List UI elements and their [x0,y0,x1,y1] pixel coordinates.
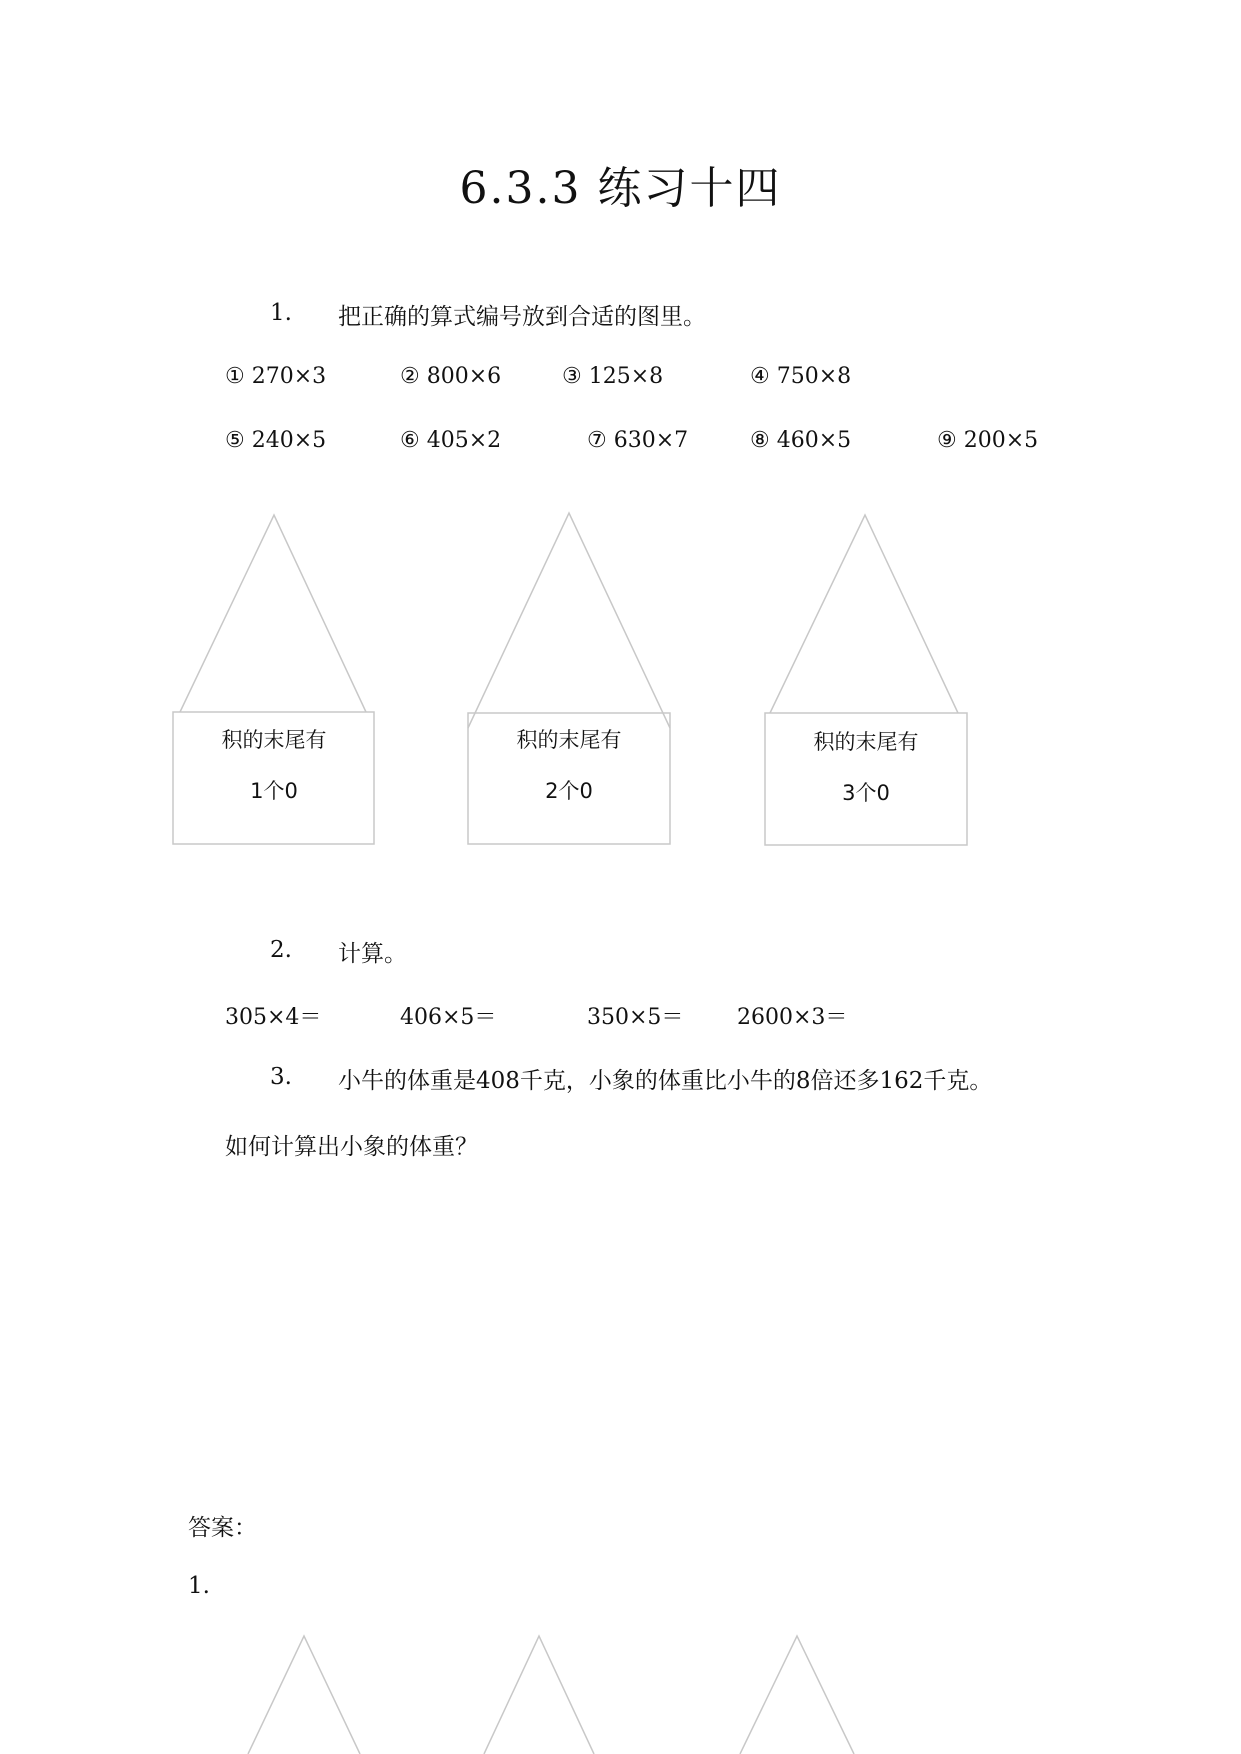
option-expression: 750×8 [776,364,852,389]
option-mark: ⑨ [937,428,957,453]
calc-expression-3: 350×5＝ [587,1005,684,1030]
option-mark: ⑥ [400,428,420,453]
option-expression: 270×3 [251,364,327,389]
house-3-label-line2: 3个0 [842,781,890,805]
option-expression: 405×2 [426,428,502,453]
page-title: 6.3.3 练习十四 [459,163,782,214]
question-1-text: 把正确的算式编号放到合适的图里。 [338,304,706,330]
house-2-label-line1: 积的末尾有 [516,728,622,752]
option-expression: 630×7 [613,428,689,453]
house-3-roof [770,515,958,713]
option-expression: 800×6 [426,364,502,389]
option-expression: 240×5 [251,428,327,453]
question-1-number: 1. [270,300,292,326]
option-expression: 125×8 [588,364,664,389]
option-expression: 200×5 [963,428,1039,453]
option-mark: ⑤ [225,428,245,453]
calc-expression-2: 406×5＝ [400,1005,497,1030]
answer-roof-2 [484,1636,594,1754]
option-mark: ① [225,364,245,389]
question-3-text-continued: 如何计算出小象的体重？ [225,1134,478,1160]
option-mark: ⑦ [587,428,607,453]
answer-roof-1 [248,1636,360,1754]
answer-label: 答案： [188,1515,257,1541]
option-mark: ⑧ [750,428,770,453]
house-1-label-line2: 1个0 [250,779,298,803]
option-mark: ④ [750,364,770,389]
question-3-number: 3. [270,1064,292,1090]
option-mark: ③ [562,364,582,389]
answer-figures [248,1636,854,1754]
option-mark: ② [400,364,420,389]
option-expression: 460×5 [776,428,852,453]
house-1-roof [180,515,366,712]
house-2-label-line2: 2个0 [545,779,593,803]
calc-expression-4: 2600×3＝ [737,1005,848,1030]
house-2-roof [468,513,670,728]
answer-1-number: 1. [188,1573,210,1599]
question-3-text: 小牛的体重是408千克，小象的体重比小牛的8倍还多162千克。 [338,1068,993,1094]
question-2-text: 计算。 [338,941,407,967]
house-1-label-line1: 积的末尾有 [221,728,327,752]
calc-expression-1: 305×4＝ [225,1005,322,1030]
question-2-number: 2. [270,937,292,963]
answer-roof-3 [740,1636,854,1754]
house-3-label-line1: 积的末尾有 [813,730,919,754]
